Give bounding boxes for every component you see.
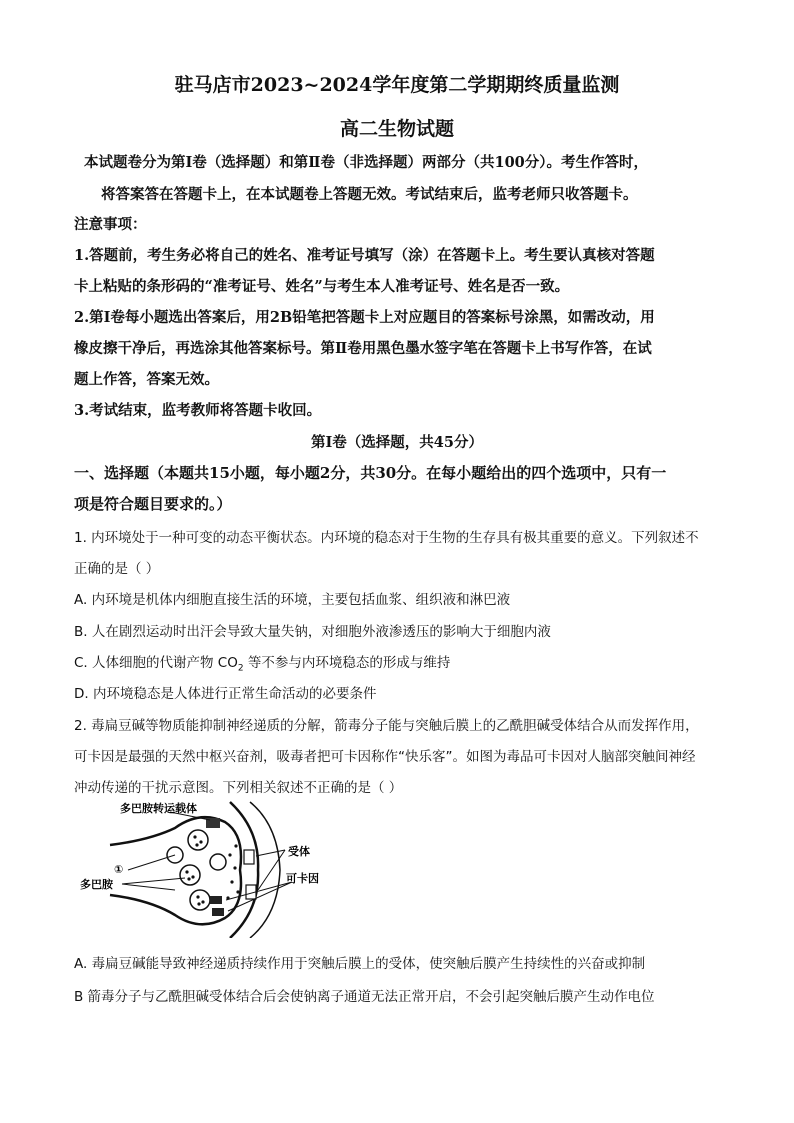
note-2-line-3: 题上作答，答案无效。	[74, 371, 219, 388]
synapse-svg	[80, 800, 330, 938]
receptor-1	[244, 850, 254, 864]
notes-heading: 注意事项：	[74, 216, 147, 233]
exam-title: 驻马店市2023~2024学年度第二学期期终质量监测	[174, 74, 620, 96]
q1-stem-line-1: 1. 内环境处于一种可变的动态平衡状态。内环境的稳态对于生物的生存具有极其重要的意义。下列叙述不	[74, 530, 699, 546]
cocaine-block-2	[212, 908, 224, 916]
q1-option-c-sub: 2	[237, 663, 244, 674]
q1-option-c-post: 等不参与内环境稳态的形成与维持	[243, 655, 451, 671]
q1-option-a: A. 内环境是机体内细胞直接生活的环境，主要包括血浆、组织液和淋巴液	[74, 592, 511, 608]
q2-option-b: B 箭毒分子与乙酰胆碱受体结合后会使钠离子通道无法正常开启，不会引起突触后膜产生动作电位	[74, 989, 655, 1005]
intro-line-2: 将答案答在答题卡上，在本试题卷上答题无效。考试结束后，监考老师只收答题卡。	[101, 186, 638, 203]
note-1-line-1: 1.答题前，考生务必将自己的姓名、准考证号填写（涂）在答题卡上。考生要认真核对答题	[74, 247, 655, 264]
section-title: 第Ⅰ卷（选择题，共45分）	[311, 434, 483, 451]
q1-stem-line-2: 正确的是（ ）	[74, 561, 160, 577]
label-transporter: 多巴胺转运载体	[120, 802, 197, 815]
note-2-line-2: 橡皮擦干净后，再选涂其他答案标号。第Ⅱ卷用黑色墨水签字笔在答题卡上书写作答，在试	[74, 340, 652, 357]
q1-option-c	[74, 651, 450, 674]
label-dopamine: 多巴胺	[80, 878, 113, 891]
q1-option-c-pre: C. 人体细胞的代谢产物 CO	[74, 655, 238, 671]
label-receptor: 受体	[288, 845, 310, 858]
intro-line-1: 本试题卷分为第Ⅰ卷（选择题）和第Ⅱ卷（非选择题）两部分（共100分）。考生作答时，	[84, 154, 649, 171]
cocaine-block-1	[210, 896, 222, 904]
q2-option-a: A. 毒扁豆碱能导致神经递质持续作用于突触后膜上的受体，使突触后膜产生持续性的兴奋或抑制	[74, 956, 646, 972]
q1-option-d: D. 内环境稳态是人体进行正常生命活动的必要条件	[74, 686, 377, 702]
q2-stem-line-3: 冲动传递的干扰示意图。下列相关叙述不正确的是（ ）	[74, 780, 403, 796]
note-3: 3.考试结束，监考教师将答题卡收回。	[74, 402, 322, 419]
label-circle-1: ①	[114, 863, 124, 876]
exam-subtitle: 高二生物试题	[339, 118, 454, 140]
q2-stem-line-1: 2. 毒扁豆碱等物质能抑制神经递质的分解，箭毒分子能与突触后膜上的乙酰胆碱受体结合从而发挥作用，	[74, 718, 699, 734]
postsynaptic-membrane	[230, 802, 258, 938]
note-2-line-1: 2.第Ⅰ卷每小题选出答案后，用2B铅笔把答题卡上对应题目的答案标号涂黑，如需改动，用	[74, 309, 655, 326]
label-cocaine: 可卡因	[286, 872, 319, 885]
section-instruction-2: 项是符合题目要求的。）	[74, 495, 232, 513]
section-instruction-1: 一、选择题（本题共15小题，每小题2分，共30分。在每小题给出的四个选项中，只有一	[74, 464, 667, 482]
note-1-line-2: 卡上粘贴的条形码的“准考证号、姓名”与考生本人准考证号、姓名是否一致。	[74, 278, 570, 295]
q2-stem-line-2: 可卡因是最强的天然中枢兴奋剂，吸毒者把可卡因称作“快乐客”。如图为毒品可卡因对人脑部突触间神经	[74, 749, 696, 765]
synapse-diagram	[80, 800, 330, 938]
q1-option-b: B. 人在剧烈运动时出汗会导致大量失钠，对细胞外液渗透压的影响大于细胞内液	[74, 624, 551, 640]
postsynaptic-inner	[250, 802, 280, 938]
dopamine-dots	[185, 835, 239, 905]
